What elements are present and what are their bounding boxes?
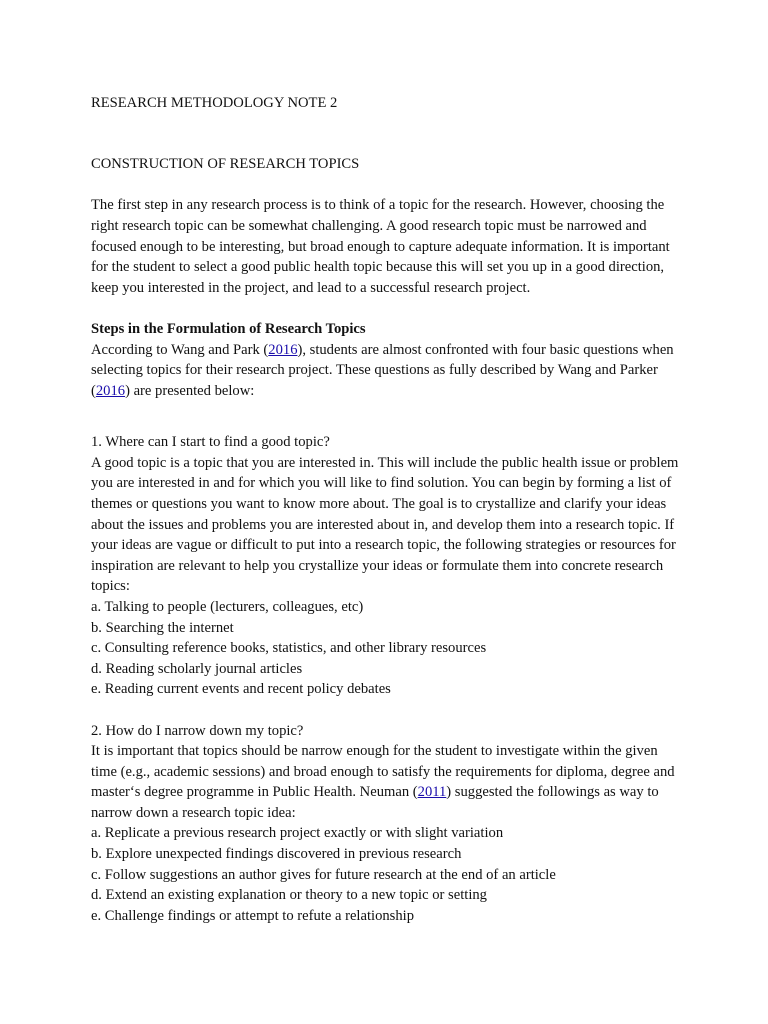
citation-link-wang-parker-2016[interactable]: 2016 [95, 382, 126, 399]
question-2-body [91, 741, 686, 823]
list-item: d. Reading scholarly journal articles [91, 660, 303, 677]
question-2-body-text: ) suggested the followings as way to narrow down a research topic idea: [91, 784, 659, 821]
question-1-heading: 1. Where can I start to find a good topic? [91, 434, 330, 451]
question-2-block [91, 721, 686, 927]
question-1-body: A good topic is a topic that you are interested in. This will include the public health issue or problem you are interested in and for which you will like to find solution. You can begin by forming a list of themes or questions you want to know more about. The goal is to crystallize and clarify your ideas about the issues and problems you are interested about in, and develop them into a research topic. If your ideas are vague or difficult to put into a research topic, the following strategies or resources for inspiration are relevant to help you crystallize your ideas or formulate them into concrete research topics: [91, 454, 679, 595]
document-page [91, 93, 686, 926]
list-item: e. Reading current events and recent policy debates [91, 681, 391, 698]
steps-intro-text: ), students are almost confronted with four basic questions when selecting topics for their research project. These questions as fully described by Wang and Parker ( [91, 341, 674, 399]
document-title: RESEARCH METHODOLOGY NOTE 2 [91, 95, 338, 111]
question-2-body-text: It is important that topics should be narrow enough for the student to investigate within the given time (e.g., academic sessions) and broad enough to satisfy the requirements for diploma, degree and master‘s degree programme in Public Health. Neuman ( [91, 743, 675, 801]
question-2-heading: 2. How do I narrow down my topic? [91, 722, 304, 739]
list-item: c. Consulting reference books, statistics, and other library resources [91, 640, 487, 657]
list-item: b. Explore unexpected findings discovered in previous research [91, 846, 462, 863]
steps-intro-text: ) are presented below: [125, 382, 255, 399]
list-item: e. Challenge findings or attempt to refute a relationship [91, 907, 414, 924]
list-item: b. Searching the internet [91, 619, 234, 636]
question-1-block [91, 432, 686, 700]
list-item: d. Extend an existing explanation or theory to a new topic or setting [91, 887, 487, 904]
citation-link-neuman-2011[interactable]: 2011 [417, 784, 447, 801]
citation-link-wang-park-2016[interactable]: 2016 [268, 341, 298, 358]
steps-intro-text: According to Wang and Park ( [91, 341, 269, 358]
list-item: a. Talking to people (lecturers, colleagues, etc) [91, 598, 364, 615]
steps-intro-paragraph [91, 340, 686, 402]
list-item: c. Follow suggestions an author gives for future research at the end of an article [91, 866, 556, 883]
steps-heading: Steps in the Formulation of Research Topics [91, 320, 366, 337]
list-item: a. Replicate a previous research project exactly or with slight variation [91, 825, 504, 842]
intro-paragraph: The first step in any research process is to think of a topic for the research. However, choosing the right research topic can be somewhat challenging. A good research topic must be narrowed and focused enough to be interesting, but broad enough to capture adequate information. It is important for the student to select a good public health topic because this will set you up in a good direction, keep you interested in the project, and lead to a successful research project. [91, 197, 670, 296]
section-title: CONSTRUCTION OF RESEARCH TOPICS [91, 156, 360, 173]
